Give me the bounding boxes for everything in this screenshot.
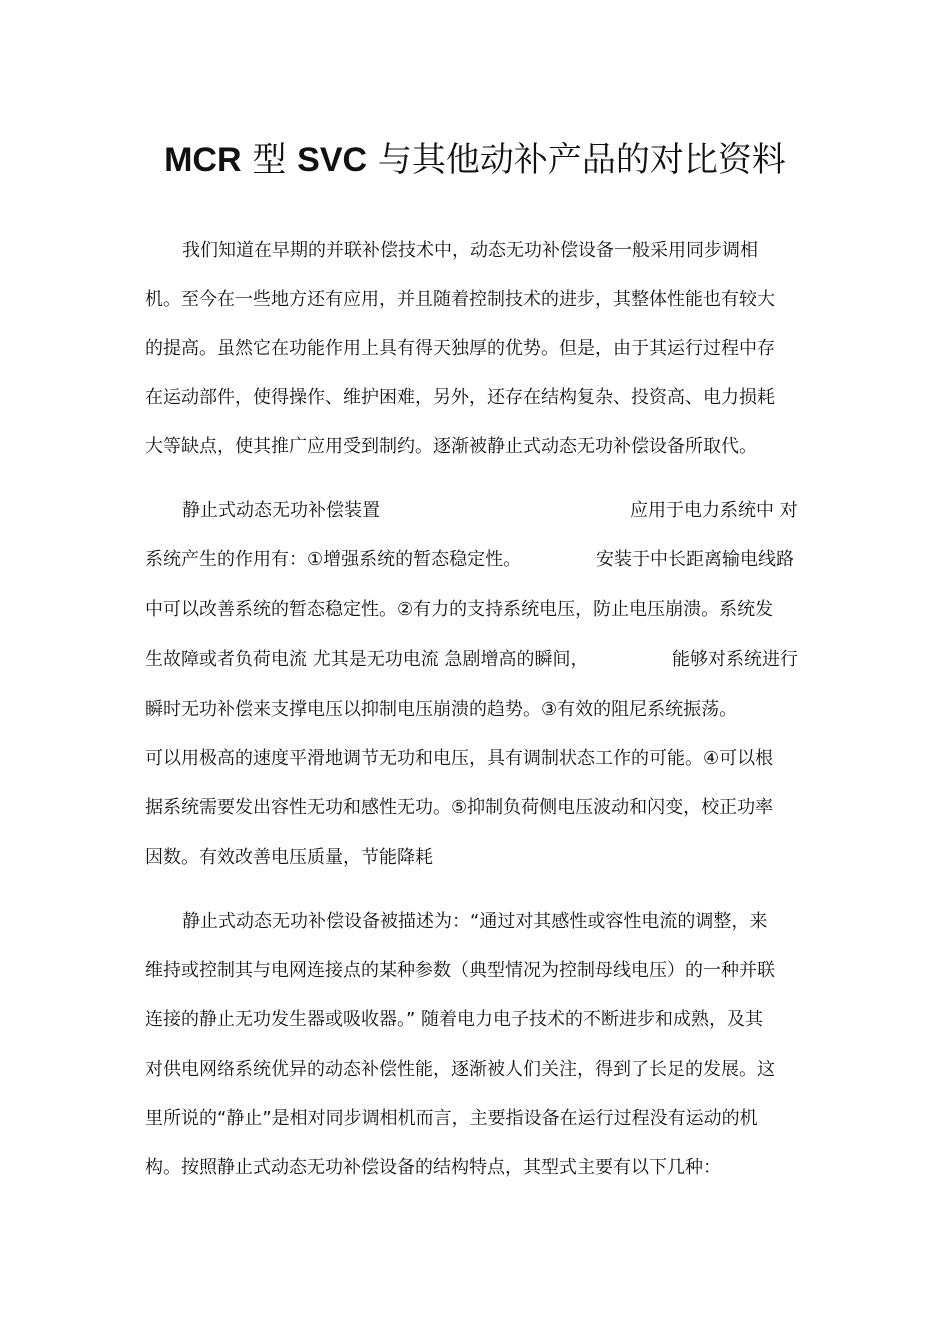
paragraph-1-line: 大等缺点，使其推广应用受到制约。逐渐被静止式动态无功补偿设备所取代。 — [145, 436, 757, 457]
paragraph-2-line: 中可以改善系统的暂态稳定性。②有力的支持系统电压，防止电压崩溃。系统发 — [145, 599, 774, 620]
page-title — [0, 136, 950, 184]
title-type: 型 — [252, 140, 287, 180]
paragraph-2-line: 能够对系统进行 — [672, 649, 798, 670]
paragraph-2-line: 静止式动态无功补偿装置 — [182, 500, 380, 521]
paragraph-1-line: 在运动部件，使得操作、维护困难，另外，还存在结构复杂、投资高、电力损耗 — [145, 387, 775, 408]
paragraph-2-line: 安装于中长距离输电线路 — [596, 549, 794, 570]
paragraph-3-line: 里所说的“静止”是相对同步调相机而言，主要指设备在运行过程没有运动的机 — [145, 1108, 758, 1129]
paragraph-2-line: 据系统需要发出容性无功和感性无功。⑤抑制负荷侧电压波动和闪变，校正功率 — [145, 797, 774, 818]
paragraph-3-line: 构。按照静止式动态无功补偿设备的结构特点，其型式主要有以下几种： — [145, 1157, 721, 1178]
paragraph-3-line: 维持或控制其与电网连接点的某种参数（典型情况为控制母线电压）的一种并联 — [145, 960, 775, 981]
paragraph-3-line: 静止式动态无功补偿设备被描述为：“通过对其感性或容性电流的调整，来 — [182, 911, 768, 932]
paragraph-2-line: 系统产生的作用有：①增强系统的暂态稳定性。 — [145, 549, 522, 570]
title-svc: SVC — [297, 141, 368, 179]
paragraph-1-line: 机。至今在一些地方还有应用，并且随着控制技术的进步，其整体性能也有较大 — [145, 289, 775, 310]
paragraph-2-line: 瞬时无功补偿来支撑电压以抑制电压崩溃的趋势。③有效的阻尼系统振荡。 — [145, 699, 738, 720]
paragraph-2-line: 应用于电力系统中 对 — [630, 500, 798, 521]
title-mcr: MCR — [164, 141, 242, 179]
title-rest: 与其他动补产品的对比资料 — [377, 140, 786, 180]
paragraph-2-line: 生故障或者负荷电流 尤其是无功电流 急剧增高的瞬间， — [145, 649, 589, 670]
paragraph-2-line: 可以用极高的速度平滑地调节无功和电压，具有调制状态工作的可能。④可以根 — [145, 748, 774, 769]
paragraph-1-line: 的提高。虽然它在功能作用上具有得天独厚的优势。但是，由于其运行过程中存 — [145, 338, 775, 359]
paragraph-2-line: 因数。有效改善电压质量，节能降耗 — [145, 847, 433, 868]
paragraph-3-line: 对供电网络系统优异的动态补偿性能，逐渐被人们关注，得到了长足的发展。这 — [145, 1059, 775, 1080]
paragraph-1-line: 我们知道在早期的并联补偿技术中，动态无功补偿设备一般采用同步调相 — [182, 240, 758, 261]
paragraph-3-line: 连接的静止无功发生器或吸收器。” 随着电力电子技术的不断进步和成熟，及其 — [145, 1009, 764, 1030]
